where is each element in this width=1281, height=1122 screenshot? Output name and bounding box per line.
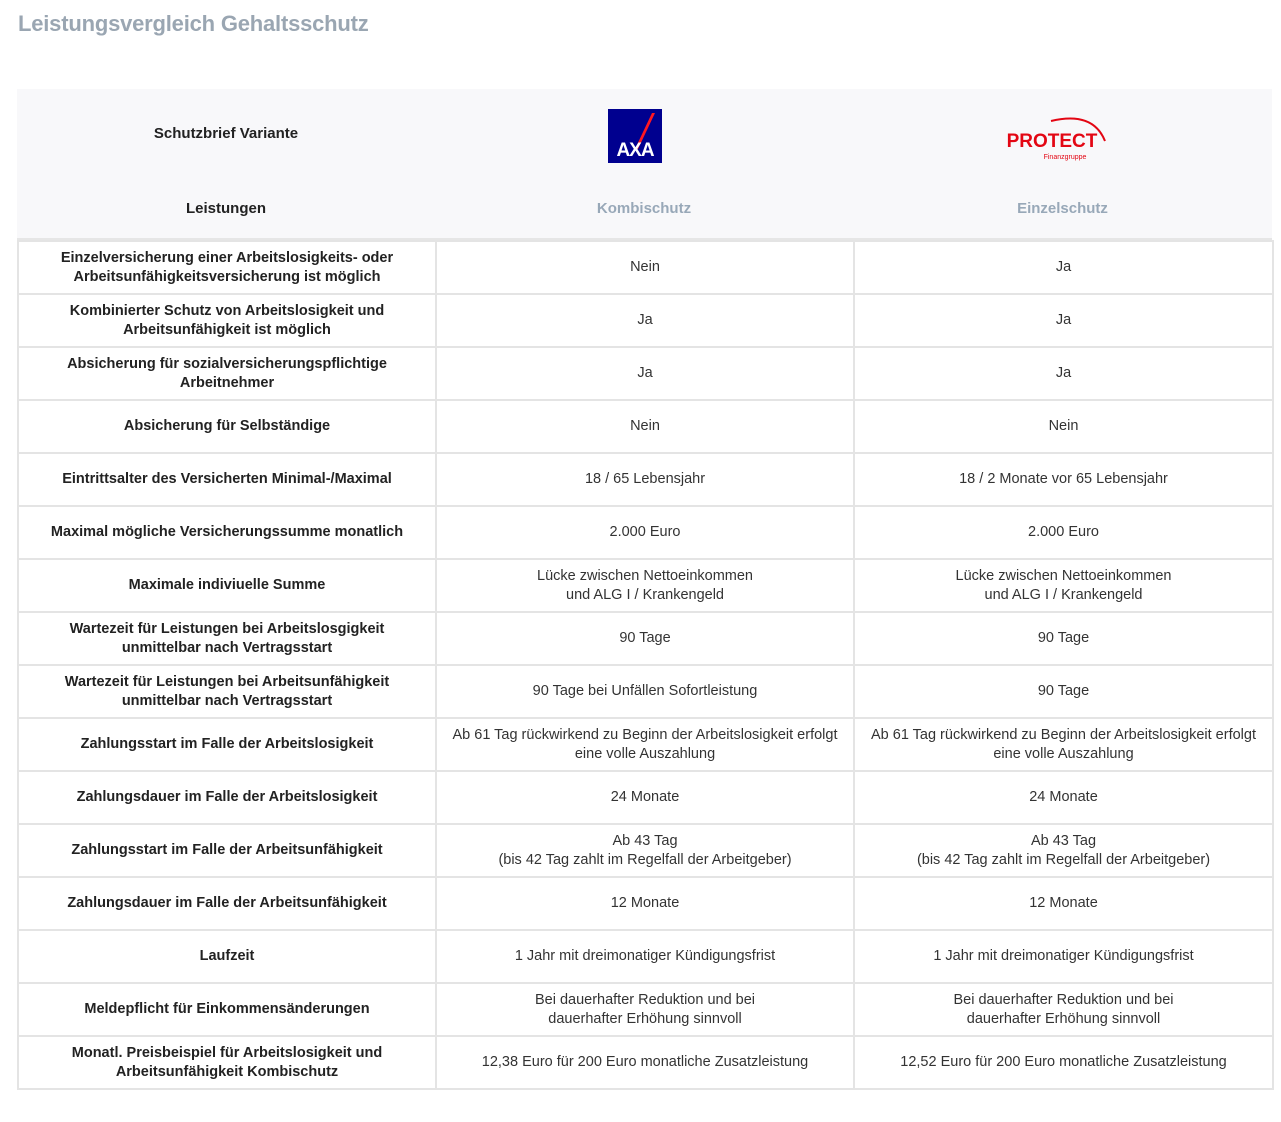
table-row bbox=[18, 400, 1273, 453]
row-label: Maximale indiviuelle Summe bbox=[18, 559, 436, 612]
axa-value: Ja bbox=[436, 347, 854, 400]
table-row bbox=[18, 771, 1273, 824]
header-provider-axa bbox=[435, 89, 853, 238]
protect-value: Ja bbox=[854, 347, 1273, 400]
row-label: Zahlungsstart im Falle der Arbeitslosigkeit bbox=[18, 718, 436, 771]
row-label: Wartezeit für Leistungen bei Arbeitsunfähigkeit unmittelbar nach Vertragsstart bbox=[18, 665, 436, 718]
svg-text:PROTECT: PROTECT bbox=[1006, 131, 1098, 152]
protect-value: Bei dauerhafter Reduktion und bei dauerhafter Erhöhung sinnvoll bbox=[854, 983, 1273, 1036]
axa-value: 1 Jahr mit dreimonatiger Kündigungsfrist bbox=[436, 930, 854, 983]
svg-text:Finanzgruppe: Finanzgruppe bbox=[1043, 154, 1087, 161]
row-label: Eintrittsalter des Versicherten Minimal-/Maximal bbox=[18, 453, 436, 506]
protect-logo bbox=[993, 109, 1113, 165]
table-row bbox=[18, 559, 1273, 612]
header-label-column bbox=[17, 89, 435, 238]
axa-value: Lücke zwischen Nettoeinkommen und ALG I / Krankengeld bbox=[436, 559, 854, 612]
protect-value: 12 Monate bbox=[854, 877, 1273, 930]
protect-value: Nein bbox=[854, 400, 1273, 453]
axa-value: Nein bbox=[436, 241, 854, 294]
table-row bbox=[18, 241, 1273, 294]
table-row bbox=[18, 665, 1273, 718]
protect-value: 90 Tage bbox=[854, 612, 1273, 665]
benefits-label: Leistungen bbox=[185, 200, 266, 217]
comparison-table bbox=[17, 89, 1272, 1090]
row-label: Zahlungsstart im Falle der Arbeitsunfähigkeit bbox=[18, 824, 436, 877]
axa-value: Nein bbox=[436, 400, 854, 453]
protect-value: Ab 43 Tag (bis 42 Tag zahlt im Regelfall der Arbeitgeber) bbox=[854, 824, 1273, 877]
row-label: Monatl. Preisbeispiel für Arbeitslosigkeit und Arbeitsunfähigkeit Kombischutz bbox=[18, 1036, 436, 1089]
variant-label: Schutzbrief Variante bbox=[153, 125, 299, 142]
axa-value: 2.000 Euro bbox=[436, 506, 854, 559]
table-row bbox=[18, 506, 1273, 559]
table-row bbox=[18, 612, 1273, 665]
axa-value: 90 Tage bei Unfällen Sofortleistung bbox=[436, 665, 854, 718]
row-label: Meldepflicht für Einkommensänderungen bbox=[18, 983, 436, 1036]
protect-value: Ab 61 Tag rückwirkend zu Beginn der Arbeitslosigkeit erfolgt eine volle Auszahlung bbox=[854, 718, 1273, 771]
protect-value: 2.000 Euro bbox=[854, 506, 1273, 559]
axa-value: 18 / 65 Lebensjahr bbox=[436, 453, 854, 506]
table-row bbox=[18, 453, 1273, 506]
table-row bbox=[18, 718, 1273, 771]
row-label: Einzelversicherung einer Arbeitslosigkeits- oder Arbeitsunfähigkeitsversicherung ist möglich bbox=[18, 241, 436, 294]
table-row bbox=[18, 1036, 1273, 1089]
table-row bbox=[18, 930, 1273, 983]
axa-value: 12 Monate bbox=[436, 877, 854, 930]
plan-label-einzelschutz: Einzelschutz bbox=[1017, 200, 1108, 217]
page-title: Leistungsvergleich Gehaltsschutz bbox=[18, 11, 369, 36]
protect-value: 1 Jahr mit dreimonatiger Kündigungsfrist bbox=[854, 930, 1273, 983]
header-provider-protect bbox=[853, 89, 1272, 238]
protect-value: 18 / 2 Monate vor 65 Lebensjahr bbox=[854, 453, 1273, 506]
row-label: Zahlungsdauer im Falle der Arbeitsunfähigkeit bbox=[18, 877, 436, 930]
table-header bbox=[17, 89, 1272, 240]
svg-text:AXA: AXA bbox=[616, 140, 654, 161]
protect-value: Ja bbox=[854, 294, 1273, 347]
row-label: Zahlungsdauer im Falle der Arbeitslosigkeit bbox=[18, 771, 436, 824]
table-row bbox=[18, 877, 1273, 930]
axa-logo bbox=[608, 109, 662, 163]
table-row bbox=[18, 824, 1273, 877]
table-row bbox=[18, 294, 1273, 347]
protect-value: Lücke zwischen Nettoeinkommen und ALG I / Krankengeld bbox=[854, 559, 1273, 612]
axa-value: Ja bbox=[436, 294, 854, 347]
axa-value: 24 Monate bbox=[436, 771, 854, 824]
row-label: Absicherung für Selbständige bbox=[18, 400, 436, 453]
row-label: Maximal mögliche Versicherungssumme monatlich bbox=[18, 506, 436, 559]
row-label: Kombinierter Schutz von Arbeitslosigkeit und Arbeitsunfähigkeit ist möglich bbox=[18, 294, 436, 347]
row-label: Absicherung für sozialversicherungspflichtige Arbeitnehmer bbox=[18, 347, 436, 400]
plan-label-kombischutz: Kombischutz bbox=[596, 200, 692, 217]
table-row bbox=[18, 347, 1273, 400]
benefits-table bbox=[17, 240, 1274, 1090]
row-label: Laufzeit bbox=[18, 930, 436, 983]
protect-value: Ja bbox=[854, 241, 1273, 294]
protect-value: 24 Monate bbox=[854, 771, 1273, 824]
protect-value: 90 Tage bbox=[854, 665, 1273, 718]
protect-value: 12,52 Euro für 200 Euro monatliche Zusatzleistung bbox=[854, 1036, 1273, 1089]
axa-value: Ab 61 Tag rückwirkend zu Beginn der Arbeitslosigkeit erfolgt eine volle Auszahlung bbox=[436, 718, 854, 771]
axa-value: 12,38 Euro für 200 Euro monatliche Zusatzleistung bbox=[436, 1036, 854, 1089]
table-row bbox=[18, 983, 1273, 1036]
axa-value: 90 Tage bbox=[436, 612, 854, 665]
row-label: Wartezeit für Leistungen bei Arbeitslosgigkeit unmittelbar nach Vertragsstart bbox=[18, 612, 436, 665]
axa-value: Ab 43 Tag (bis 42 Tag zahlt im Regelfall der Arbeitgeber) bbox=[436, 824, 854, 877]
axa-value: Bei dauerhafter Reduktion und bei dauerhafter Erhöhung sinnvoll bbox=[436, 983, 854, 1036]
